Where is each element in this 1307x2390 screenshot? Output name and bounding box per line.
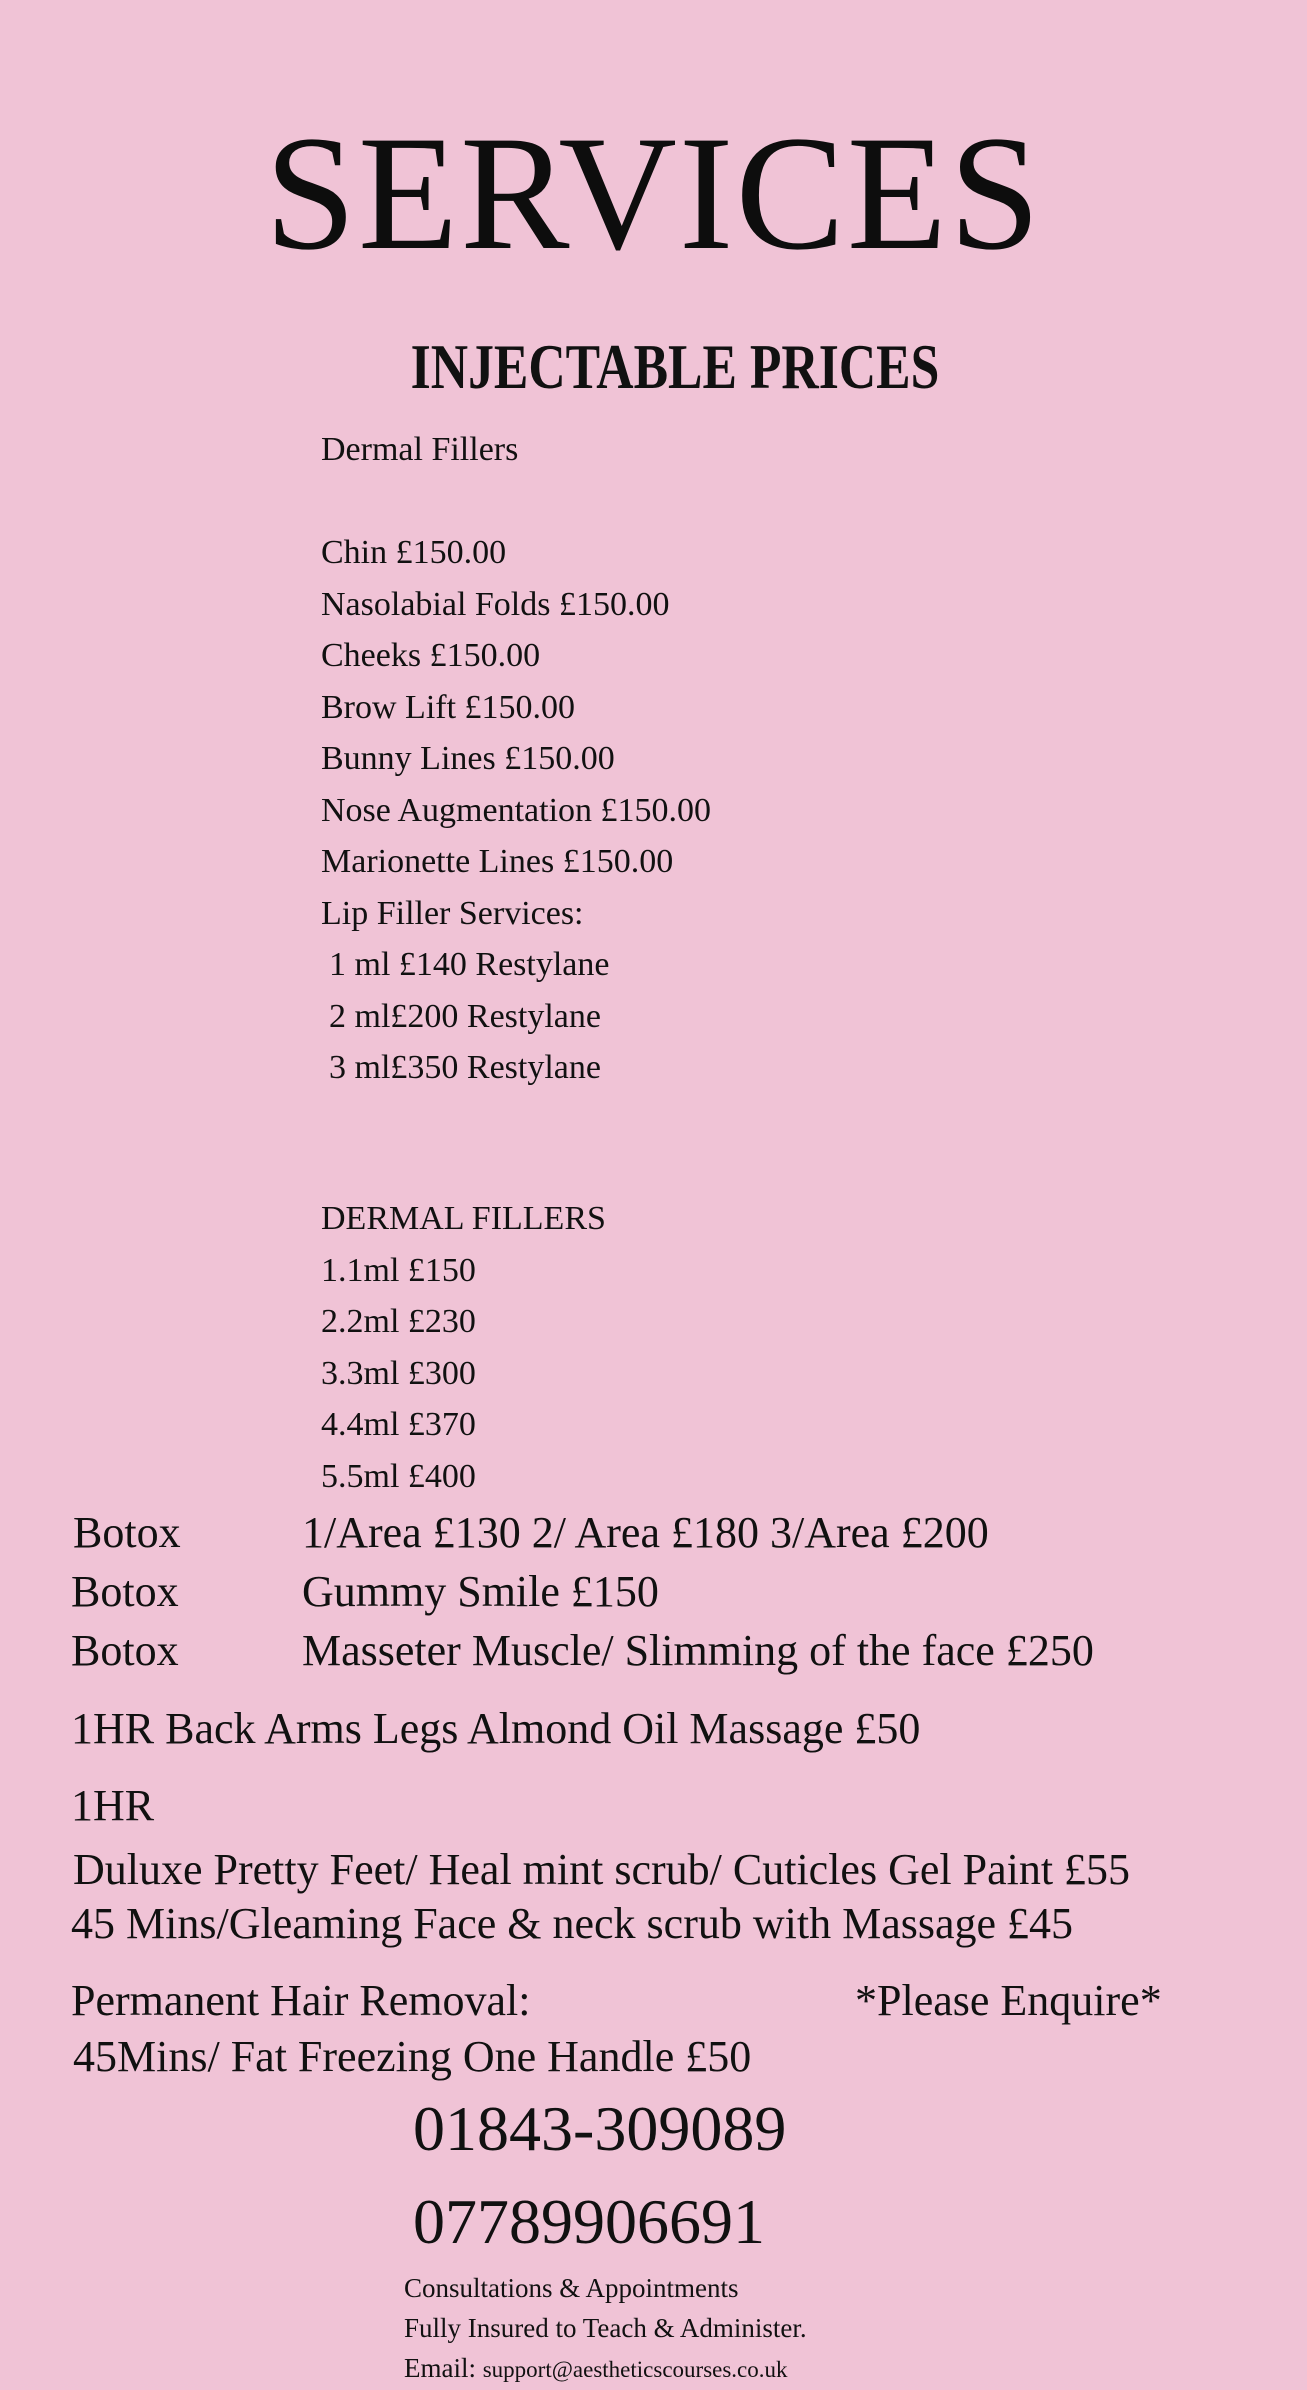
list-item: Bunny Lines £150.00	[321, 740, 615, 777]
page-title: SERVICES	[264, 103, 1043, 284]
hair-removal-note: *Please Enquire*	[855, 1976, 1162, 2025]
botox-label: Botox	[71, 1626, 179, 1675]
list-item: Nasolabial Folds £150.00	[321, 585, 670, 623]
phone-number: 01843-309089	[413, 2093, 787, 2164]
list-item: 3.3ml £300	[321, 1354, 476, 1392]
botox-gummy-smile: Gummy Smile £150	[302, 1567, 659, 1616]
botox-area-prices: 1/Area £130 2/ Area £180 3/Area £200	[302, 1508, 989, 1557]
list-item: Brow Lift £150.00	[321, 688, 576, 726]
list-item: 4.4ml £370	[321, 1406, 476, 1443]
footer-line: Consultations & Appointments	[404, 2273, 739, 2303]
feet-duration: 1HR	[71, 1781, 155, 1830]
email-address: support@aestheticscourses.co.uk	[482, 2357, 788, 2382]
list-item: Marionette Lines £150.00	[321, 843, 674, 880]
botox-label: Botox	[71, 1567, 179, 1616]
list-item: Nose Augmentation £150.00	[321, 791, 712, 829]
botox-masseter: Masseter Muscle/ Slimming of the face £250	[302, 1626, 1094, 1675]
dermal-fillers-heading: Dermal Fillers	[321, 431, 519, 468]
fat-freezing-service: 45Mins/ Fat Freezing One Handle £50	[73, 2032, 752, 2081]
list-item: 1 ml £140 Restylane	[329, 946, 610, 983]
list-item: 1.1ml £150	[321, 1251, 476, 1289]
list-item: 2 ml£200 Restylane	[329, 997, 601, 1035]
face-scrub-service: 45 Mins/Gleaming Face & neck scrub with Massage £45	[71, 1899, 1074, 1948]
list-item: Lip Filler Services:	[321, 894, 584, 932]
botox-label: Botox	[73, 1508, 181, 1557]
spacer	[321, 476, 711, 528]
footer	[404, 2268, 807, 2388]
list-item: Cheeks £150.00	[321, 637, 541, 674]
dermal-fillers-ml-list	[321, 1193, 606, 1502]
massage-service: 1HR Back Arms Legs Almond Oil Massage £50	[71, 1704, 921, 1753]
dermal-fillers-list	[321, 424, 711, 1094]
list-item: 3 ml£350 Restylane	[329, 1049, 601, 1086]
list-item: 2.2ml £230	[321, 1303, 476, 1340]
section-subtitle: INJECTABLE PRICES	[410, 332, 940, 402]
feet-service: Duluxe Pretty Feet/ Heal mint scrub/ Cuticles Gel Paint £55	[73, 1845, 1131, 1894]
list-item: Chin £150.00	[321, 534, 507, 571]
dermal-fillers-ml-heading: DERMAL FILLERS	[321, 1200, 606, 1237]
hair-removal-label: Permanent Hair Removal:	[71, 1976, 531, 2025]
phone-number: 07789906691	[413, 2186, 765, 2257]
footer-line: Fully Insured to Teach & Administer.	[404, 2313, 807, 2343]
email-label: Email:	[404, 2353, 476, 2383]
list-item: 5.5ml £400	[321, 1457, 476, 1495]
footer-email-line	[404, 2348, 807, 2388]
